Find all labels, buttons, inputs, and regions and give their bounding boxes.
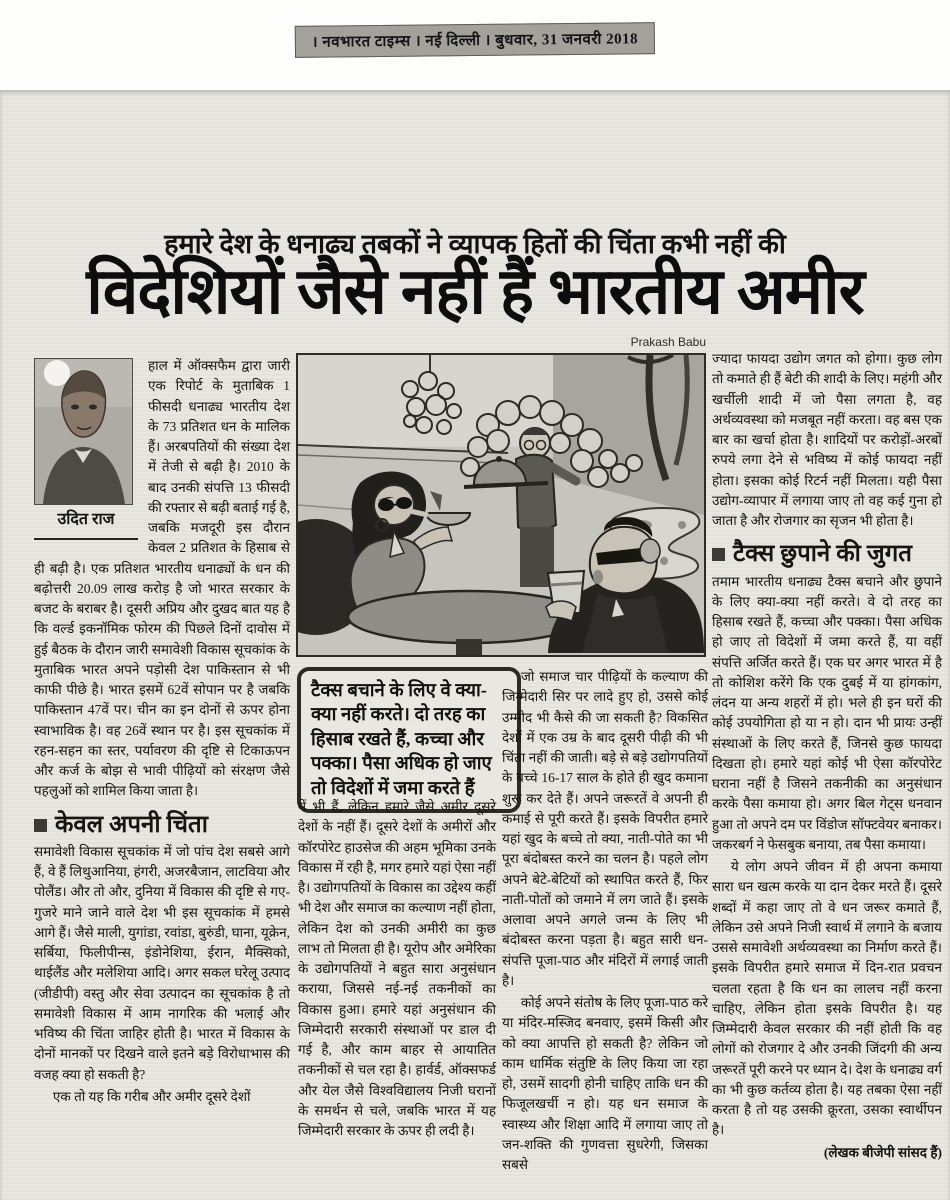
column-1 [34, 356, 290, 1109]
cartoon-illustration-icon [298, 355, 704, 655]
section-heading-label: टैक्स छुपाने की जुगत [733, 541, 912, 568]
masthead-line: । नवभारत टाइम्स । नई दिल्ली । बुधवार, 31 जनवरी 2018 [311, 31, 639, 51]
kicker: हमारे देश के धनाढ्य तबकों ने व्यापक हितों की चिंता कभी नहीं की [164, 229, 786, 259]
pull-quote-box [297, 667, 521, 813]
col3-paragraph-2: कोई अपने संतोष के लिए पूजा-पाठ करे या मंदिर-मस्जिद बनवाए, इसमें किसी और को क्या आपत्ति हो सकती है? लेकिन जो काम धार्मिक संतुष्टि के लिए किया जा रहा हो, उसमें सादगी होनी चाहिए ताकि धन की फिजूलखर्ची न हो। यह धन समाज के स्वास्थ्य और शिक्षा आदि में लगाया जाए तो जन-शक्ति की गुणवत्ता सुधरेगी, जिसका सबसे [502, 995, 708, 1172]
pull-quote-text: टैक्स बचाने के लिए वे क्या-क्या नहीं करते। दो तरह का हिसाब रखते हैं, कच्चा और पक्का। पैसा अधिक हो जाए तो विदेशों में जमा करते हैं [311, 681, 492, 799]
masthead [295, 22, 656, 58]
section-heading-tax-chhupane-ki-jugat [712, 541, 942, 567]
col1-paragraph-2: समावेशी विकास सूचकांक में जो पांच देश सबसे आगे हैं, वे हैं लिथुआनिया, हंगरी, अजरबैजान, लाटविया और पोलैंड। और तो और, दुनिया में विकास की दृष्टि से गए-गुजरे माने जाने वाले देश भी इस सूचकांक में हमसे आगे हैं। जैसे माली, युगांडा, रवांडा, बुरुंडी, घाना, यूक्रेन, सर्बिया, फिलीपीन्स, इंडोनेशिया, ईरान, मैक्सिको, थाईलैंड और मलेशिया आदि। अगर सकल घरेलू उत्पाद (जीडीपी) वस्तु और सेवा उत्पादन का सूचकांक है तो समावेशी विकास में आम नागरिक की भलाई और भविष्य की चिंता जाहिर होती है। भारत में विकास के दोनों मानकों पर दिखने वाले इतने बड़े विरोधाभास की वजह क्या हो सकती है? [34, 843, 290, 1082]
newsprint-area [0, 90, 950, 1200]
author-photo [34, 358, 133, 505]
column-3 [502, 667, 708, 1177]
col2-paragraph-1: में भी हैं, लेकिन हमारे जैसे अमीर दूसरे देशों के नहीं हैं। दूसरे देशों के अमीरों और कॉरपोरेट हाउसेज की अहम भूमिका उनके विकास में रही है, मगर हमारे यहां ऐसा नहीं है। उद्योगपतियों के विकास का उद्देश्य कहीं भी देश और समाज का कल्याण नहीं होता, लेकिन देश को उनकी अमीरी का कुछ लाभ तो मिलता ही है। यूरोप और अमेरिका के उद्योगपतियों ने बहुत सारा अनुसंधान कराया, जिससे नई-नई तकनीकों का विकास हुआ। हमारे यहां अनुसंधान की जिम्मेदारी सरकारी संस्थाओं पर डाल दी गई है, और काम बाहर से आयातित तकनीकों से चल रहा है। हार्वर्ड, ऑक्सफर्ड और येल जैसे विश्वविद्यालय निजी घरानों के समर्थन से चले, जबकि भारत में यह जिम्मेदारी सरकार के ऊपर ही लदी है। [298, 799, 496, 1138]
column-4 [712, 349, 942, 1163]
photo-caption: उदित राज [57, 511, 115, 528]
section-bullet-square-icon [712, 548, 725, 561]
section-heading-label: केवल अपनी चिंता [55, 811, 208, 838]
headline: विदेशियों जैसे नहीं हैं भारतीय अमीर [86, 256, 864, 327]
cartoon-credit: Prakash Babu [630, 335, 706, 349]
author-photo-block [34, 358, 138, 540]
col3-paragraph-1: जो समाज चार पीढ़ियों के कल्याण की जिम्मेदारी सिर पर लादे हुए हो, उससे कोई उम्मीद भी कैसे की जा सकती है? विकसित देशों में एक उम्र के बाद दूसरी पीढ़ी की भी चिंता नहीं की जाती। बड़े से बड़े उद्योगपतियों के बच्चे 16-17 साल के होते ही खुद कमाना शुरू कर देते हैं। अपने जरूरतें वे अपनी ही कमाई से पूरी करते हैं। इसके विपरीत हमारे यहां खुद के बच्चे तो क्या, नाती-पोते का भी पूरा बंदोबस्त करने का चलन है। पहले लोग अपने बेटे-बेटियों को स्थापित करते हैं, फिर नाती-पोतों को जमाने में लग जाते हैं। इसके अलावा अपने अगले जन्म के लिए भी बंदोबस्त करना पड़ता है। बहुत सारी धन-संपत्ति पूजा-पाठ और मंदिरों में लगाई जाती है। [502, 669, 708, 988]
author-footer: (लेखक बीजेपी सांसद हैं) [823, 1144, 942, 1160]
editorial-cartoon [296, 353, 706, 657]
col4-paragraph-3: ये लोग अपने जीवन में ही अपना कमाया सारा धन खत्म करके या दान देकर मरते हैं। दूसरे शब्दों में कहा जाए तो वे धन जरूर कमाते हैं, लेकिन उसे अपने निजी स्वार्थ में लगाने के बजाय उससे समावेशी अर्थव्यवस्था का निर्माण करते हैं। इसके विपरीत हमारे समाज में दिन-रात प्रवचन चलता रहता है कि धन का लालच नहीं करना चाहिए, लेकिन होता इसके विपरीत है। यह जिम्मेदारी केवल सरकार की नहीं होती कि वह लोगों को रोजगार दे और उनकी जिंदगी की अन्य जरूरतें पूरी करने पर ध्यान दे। देश के धनाढ्य वर्ग का भी कुछ कर्तव्य होता है। यह तबका ऐसा नहीं करता है तो यह उसकी क्रूरता, उसका स्वार्थीपन है। [712, 859, 942, 1138]
col1-paragraph-1: हाल में ऑक्सफैम द्वारा जारी एक रिपोर्ट के मुताबिक 1 फीसदी धनाढ्य भारतीय देश के 73 प्रतिशत धन के मालिक हैं। अरबपतियों की संख्या देश में तेजी से बढ़ी है। 2010 के बाद उनकी संपत्ति 13 फीसदी की रफ्तार से बढ़ी बताई गई है, जबकि मजदूरी इस दौरान केवल 2 प्रतिशत के हिसाब से ही बढ़ी है। एक प्रतिशत भारतीय धनाढ्यों के धन की बढ़ोत्तरी 20.09 लाख करोड़ है जो भारत सरकार के बजट के बराबर है। दूसरी अप्रिय और दुखद बात यह है कि वर्ल्ड इकनॉमिक फोरम की पिछले दिनों दावोस में हुई बैठक के दौरान जारी समावेशी विकास सूचकांक के मुताबिक भारत अपने पड़ोसी देश पाकिस्तान से भी काफी पीछे है। भारत इसमें 62वें सोपान पर है जबकि पाकिस्तान 47वें पर। चीन का इन दोनों से ऊपर होना स्वाभाविक है। वह 26वें स्थान पर है। इस सूचकांक में रहन-सहन का स्तर, पर्यावरण की दृष्टि से टिकाऊपन और कर्ज के बोझ से भावी पीढ़ियों को संरक्षण जैसे पहलुओं को शामिल किया जाता है। [34, 358, 290, 799]
col1-paragraph-3: एक तो यह कि गरीब और अमीर दूसरे देशों [52, 1088, 251, 1104]
col4-paragraph-1: ज्यादा फायदा उद्योग जगत को होगा। कुछ लोग तो कमाते ही हैं बेटी की शादी के लिए। महंगी और खर्चीली शादी में जो पैसा लगता है, वह अर्थव्यवस्था को मजबूत नहीं करता। वह बस एक बार का खर्चा होता है। शादियों पर करोड़ों-अरबों रुपये लगा देने से भविष्य में कोई फायदा नहीं होता। इसका कोई रिटर्न नहीं मिलता। यही पैसा उद्योग-व्यापार में लगाया जाए तो वह कई गुना हो जाता है और रोजगार का सृजन भी होता है। [712, 351, 942, 528]
section-bullet-square-icon [34, 819, 47, 832]
section-heading-keval-apni-chinta [34, 812, 290, 838]
column-2 [298, 797, 496, 1143]
col4-paragraph-2: तमाम भारतीय धनाढ्य टैक्स बचाने और छुपाने के लिए क्या-क्या नहीं करते। वे दो तरह का हिसाब रखते हैं, कच्चा और पक्का। पैसा अधिक हो जाए तो विदेशों में जमा करते हैं, या वहीं संपत्ति अर्जित करते हैं। एक घर अगर भारत में है तो कोशिश करेंगे कि एक दुबई में या हांगकांग, लंदन या अन्य शहरों में हो। भले ही इन घरों की कोई उपयोगिता हो या न हो। दान भी प्रायः उन्हीं संस्थाओं के लिए करते हैं, जिनसे कुछ फायदा दिखता हो। हमारे यहां कोई भी ऐसा कॉरपोरेट घराना नहीं है जिसने तकनीकी का अनुसंधान करके पैसा कमाया हो। अगर बिल गेट्स धनवान हुआ तो अपने दम पर विंडोज सॉफ्टवेयर बनाकर। जकरबर्ग ने फेसबुक बनाया, तब पैसा कमाया। [712, 573, 942, 852]
